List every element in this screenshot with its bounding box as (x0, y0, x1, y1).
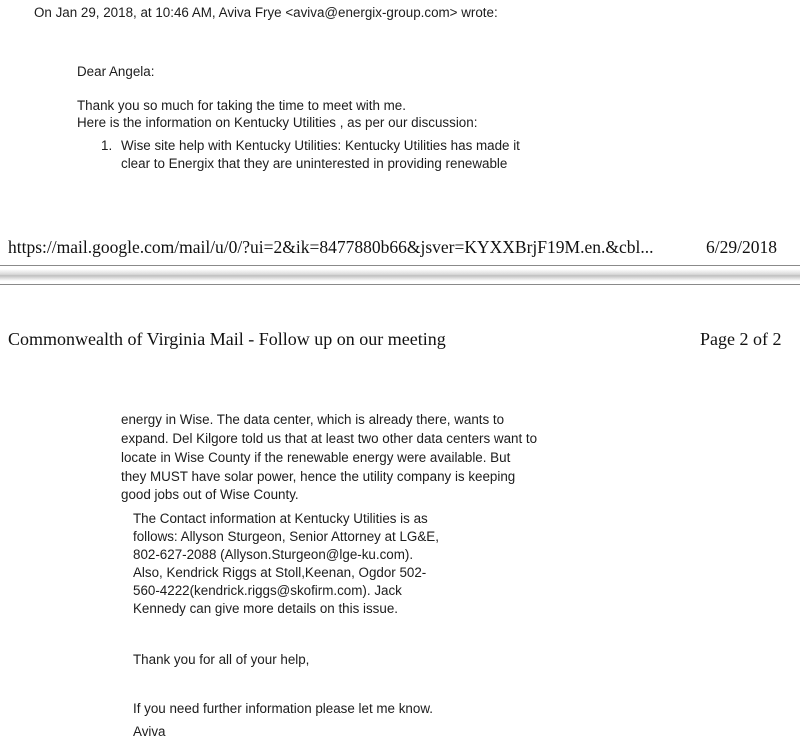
list-item-line-2: clear to Energix that they are uninterested in providing renewable (121, 156, 508, 171)
print-header-title: Commonwealth of Virginia Mail - Follow up on our meeting (8, 329, 446, 349)
intro-line-2: Here is the information on Kentucky Utilities , as per our discussion: (77, 115, 478, 130)
intro-line-1: Thank you so much for taking the time to meet with me. (77, 98, 406, 113)
continuation-line-4: they MUST have solar power, hence the utility company is keeping (121, 469, 516, 484)
salutation: Dear Angela: (77, 64, 155, 79)
signature: Aviva (133, 724, 166, 739)
print-footer-date: 6/29/2018 (706, 237, 777, 257)
continuation-line-3: locate in Wise County if the renewable energy were available. But (121, 450, 511, 465)
further-info-line: If you need further information please let me know. (133, 701, 433, 716)
contact-line-4: Also, Kendrick Riggs at Stoll,Keenan, Ogdor 502- (133, 565, 427, 580)
page-break-rule-bottom (0, 284, 800, 285)
contact-line-1: The Contact information at Kentucky Utilities is as (133, 511, 428, 526)
contact-line-2: follows: Allyson Sturgeon, Senior Attorney at LG&E, (133, 529, 439, 544)
list-item-number: 1. (101, 138, 113, 153)
list-item-line-1: Wise site help with Kentucky Utilities: Kentucky Utilities has made it (121, 138, 520, 153)
continuation-line-2: expand. Del Kilgore told us that at least two other data centers want to (121, 431, 538, 446)
page-number-label: Page 2 of 2 (700, 329, 782, 349)
contact-line-3: 802-627-2088 (Allyson.Sturgeon@lge-ku.com). (133, 547, 414, 562)
email-header-line: On Jan 29, 2018, at 10:46 AM, Aviva Frye <aviva@energix-group.com> wrote: (34, 5, 498, 20)
print-footer-url: https://mail.google.com/mail/u/0/?ui=2&ik=8477880b66&jsver=KYXXBrjF19M.en.&cbl... (8, 237, 654, 257)
thanks-line: Thank you for all of your help, (133, 652, 310, 667)
continuation-line-5: good jobs out of Wise County. (121, 487, 299, 502)
page-break-rule-top (0, 265, 800, 266)
continuation-line-1: energy in Wise. The data center, which is already there, wants to (121, 412, 505, 427)
contact-line-6: Kennedy can give more details on this issue. (133, 601, 398, 616)
page-break-band (0, 269, 800, 281)
contact-line-5: 560-4222(kendrick.riggs@skofirm.com). Jack (133, 583, 402, 598)
